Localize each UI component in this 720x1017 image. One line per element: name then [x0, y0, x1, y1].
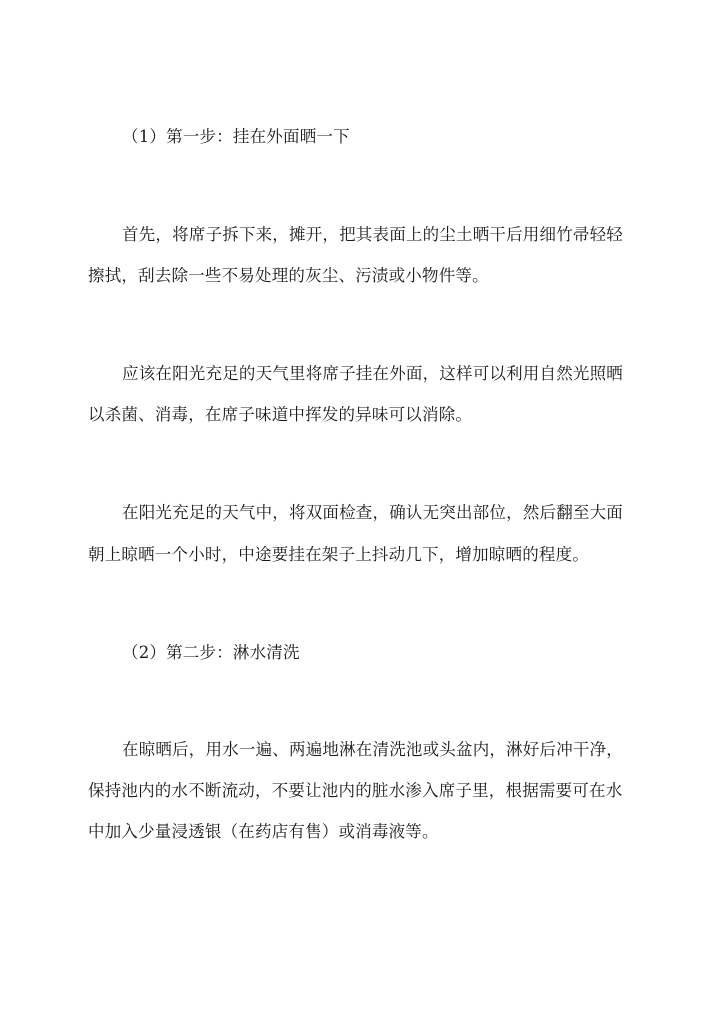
paragraph-3-line-1: 在阳光充足的天气中，将双面检查，确认无突出部位，然后翻至大面 [122, 503, 623, 522]
paragraph-4-line-2: 保持池内的水不断流动，不要让池内的脏水渗入席子里，根据需要可在水 [88, 781, 623, 800]
section-1-heading: （1）第一步：挂在外面晒一下 [122, 127, 350, 146]
paragraph-4-line-1: 在晾晒后，用水一遍、两遍地淋在清洗池或头盆内，淋好后冲干净， [122, 740, 623, 759]
section-2-heading: （2）第二步：淋水清洗 [122, 643, 300, 662]
paragraph-2-line-2: 以杀菌、消毒，在席子味道中挥发的异味可以消除。 [88, 405, 473, 424]
paragraph-3-line-2: 朝上晾晒一个小时，中途要挂在架子上抖动几下，增加晾晒的程度。 [88, 545, 589, 564]
paragraph-1-line-2: 擦拭，刮去除一些不易处理的灰尘、污渍或小物件等。 [88, 266, 489, 285]
paragraph-2-line-1: 应该在阳光充足的天气里将席子挂在外面，这样可以利用自然光照晒 [122, 364, 623, 383]
paragraph-1-line-1: 首先，将席子拆下来，摊开，把其表面上的尘土晒干后用细竹帚轻轻 [122, 225, 623, 244]
paragraph-4-line-3: 中加入少量浸透银（在药店有售）或消毒液等。 [88, 822, 439, 841]
